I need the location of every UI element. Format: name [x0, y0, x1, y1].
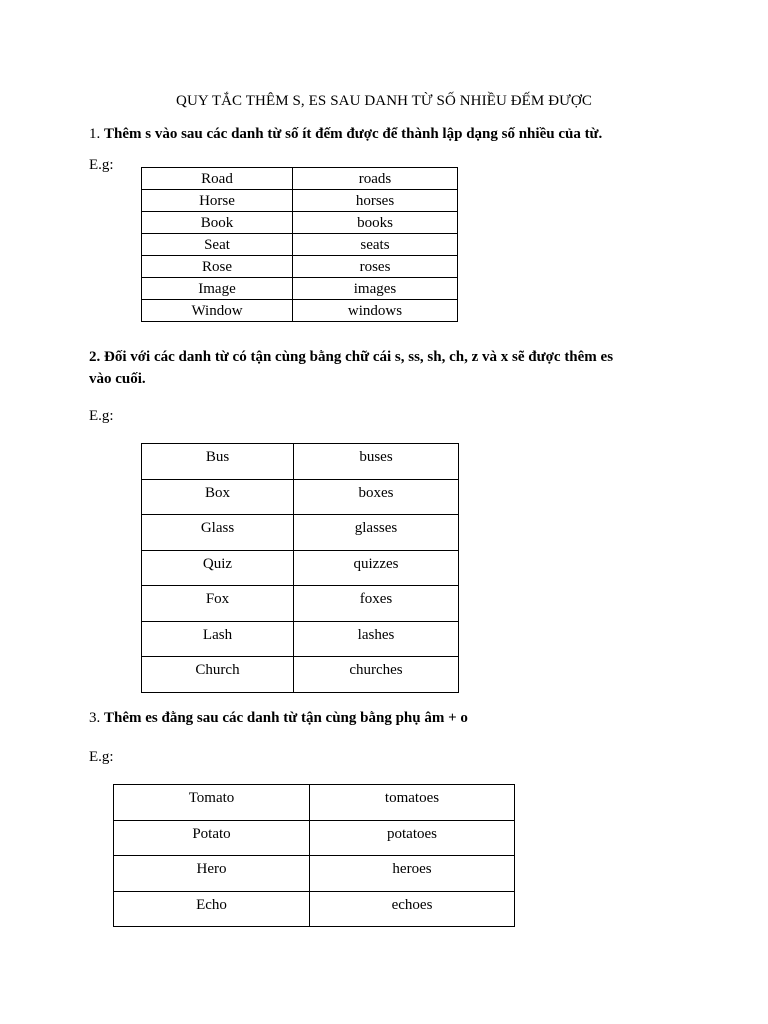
section-3-rule: Thêm es đằng sau các danh từ tận cùng bằng phụ âm + o: [104, 710, 468, 726]
plural-noun-cell: horses: [293, 190, 458, 212]
singular-noun-cell: Road: [142, 168, 293, 190]
singular-noun-cell: Church: [142, 657, 294, 693]
plural-noun-cell: foxes: [294, 586, 459, 622]
page-title: QUY TẮC THÊM S, ES SAU DANH TỪ SỐ NHIỀU ĐẾM ĐƯỢC: [176, 93, 592, 109]
table-row: [142, 300, 458, 322]
section-1-eg-label: E.g:: [89, 157, 114, 173]
section-2-number: 2.: [89, 349, 101, 365]
plural-noun-cell: heroes: [310, 856, 515, 892]
section-3-table: [113, 784, 515, 927]
table-row: [114, 785, 515, 821]
plural-noun-cell: roads: [293, 168, 458, 190]
table-row: [142, 212, 458, 234]
plural-noun-cell: lashes: [294, 621, 459, 657]
table-row: [142, 444, 459, 480]
section-1-table: [141, 167, 458, 322]
singular-noun-cell: Lash: [142, 621, 294, 657]
singular-noun-cell: Quiz: [142, 550, 294, 586]
table-row: [114, 820, 515, 856]
plural-noun-cell: quizzes: [294, 550, 459, 586]
singular-noun-cell: Seat: [142, 234, 293, 256]
section-2-rule-line1: Đối với các danh từ có tận cùng bằng chữ cái s, ss, sh, ch, z và x sẽ được thêm es: [104, 349, 614, 365]
singular-noun-cell: Hero: [114, 856, 310, 892]
plural-noun-cell: books: [293, 212, 458, 234]
table-row: [114, 891, 515, 927]
plural-noun-cell: images: [293, 278, 458, 300]
plural-noun-cell: potatoes: [310, 820, 515, 856]
plural-noun-cell: boxes: [294, 479, 459, 515]
plural-noun-cell: buses: [294, 444, 459, 480]
table-row: [142, 168, 458, 190]
table-row: [142, 586, 459, 622]
section-2-eg-label: E.g:: [89, 408, 114, 424]
section-1-heading: [89, 126, 602, 143]
table-row: [142, 256, 458, 278]
singular-noun-cell: Bus: [142, 444, 294, 480]
table-row: [142, 657, 459, 693]
table-row: [142, 190, 458, 212]
plural-noun-cell: echoes: [310, 891, 515, 927]
singular-noun-cell: Fox: [142, 586, 294, 622]
plural-noun-cell: churches: [294, 657, 459, 693]
plural-noun-cell: windows: [293, 300, 458, 322]
section-1-table-body: [142, 168, 458, 322]
singular-noun-cell: Window: [142, 300, 293, 322]
section-2-rule-line2: vào cuối.: [89, 371, 146, 387]
singular-noun-cell: Tomato: [114, 785, 310, 821]
table-row: [142, 234, 458, 256]
plural-noun-cell: seats: [293, 234, 458, 256]
singular-noun-cell: Book: [142, 212, 293, 234]
section-1-rule: Thêm s vào sau các danh từ số ít đếm được để thành lập dạng số nhiều của từ.: [104, 126, 603, 142]
table-row: [142, 278, 458, 300]
section-2-table-body: [142, 444, 459, 693]
section-2-heading: [89, 349, 613, 366]
section-3-number: 3.: [89, 710, 101, 726]
plural-noun-cell: roses: [293, 256, 458, 278]
plural-noun-cell: tomatoes: [310, 785, 515, 821]
singular-noun-cell: Glass: [142, 515, 294, 551]
table-row: [142, 479, 459, 515]
table-row: [114, 856, 515, 892]
singular-noun-cell: Horse: [142, 190, 293, 212]
singular-noun-cell: Potato: [114, 820, 310, 856]
section-1-number: 1.: [89, 126, 101, 142]
section-2-table: [141, 443, 459, 693]
singular-noun-cell: Box: [142, 479, 294, 515]
section-3-table-body: [114, 785, 515, 927]
section-3-heading: [89, 710, 468, 727]
plural-noun-cell: glasses: [294, 515, 459, 551]
table-row: [142, 621, 459, 657]
singular-noun-cell: Image: [142, 278, 293, 300]
singular-noun-cell: Rose: [142, 256, 293, 278]
table-row: [142, 515, 459, 551]
section-3-eg-label: E.g:: [89, 749, 114, 765]
singular-noun-cell: Echo: [114, 891, 310, 927]
table-row: [142, 550, 459, 586]
